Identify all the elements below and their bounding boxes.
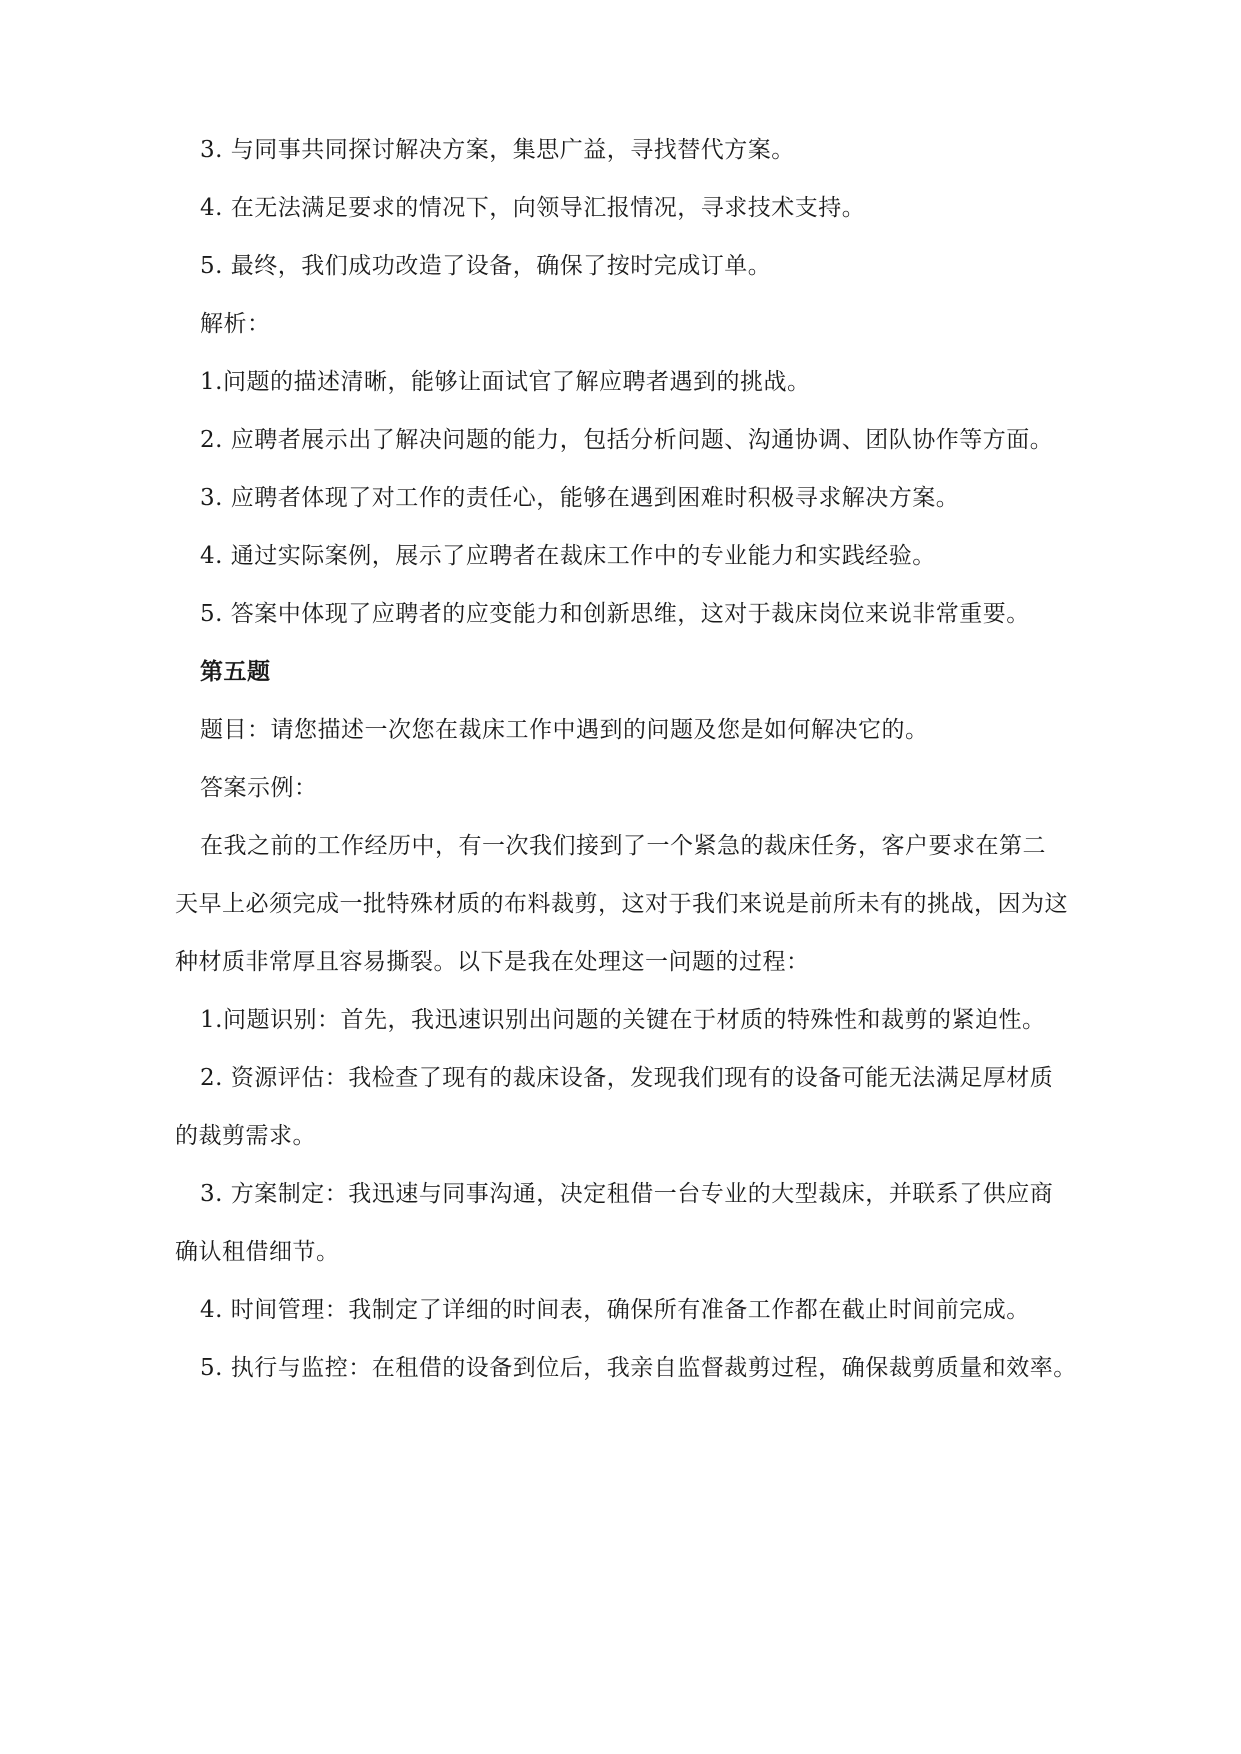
step-line: 1.问题识别：首先，我迅速识别出问题的关键在于材质的特殊性和裁剪的紧迫性。 bbox=[200, 1007, 1046, 1033]
step-line: 的裁剪需求。 bbox=[175, 1123, 316, 1149]
step-line: 2. 资源评估：我检查了现有的裁床设备，发现我们现有的设备可能无法满足厚材质 bbox=[200, 1065, 1054, 1091]
analysis-item: 5. 答案中体现了应聘者的应变能力和创新思维，这对于裁床岗位来说非常重要。 bbox=[200, 601, 1030, 627]
question-text: 题目：请您描述一次您在裁床工作中遇到的问题及您是如何解决它的。 bbox=[200, 717, 929, 743]
list-item: 5. 最终，我们成功改造了设备，确保了按时完成订单。 bbox=[200, 253, 772, 279]
paragraph-line: 在我之前的工作经历中，有一次我们接到了一个紧急的裁床任务，客户要求在第二 bbox=[200, 833, 1046, 859]
section-heading: 第五题 bbox=[200, 659, 271, 685]
paragraph-line: 种材质非常厚且容易撕裂。以下是我在处理这一问题的过程： bbox=[175, 949, 810, 975]
analysis-label: 解析： bbox=[200, 311, 271, 337]
answer-label: 答案示例： bbox=[200, 775, 318, 801]
step-line: 确认租借细节。 bbox=[175, 1239, 340, 1265]
list-item: 4. 在无法满足要求的情况下，向领导汇报情况，寻求技术支持。 bbox=[200, 195, 866, 221]
list-item: 3. 与同事共同探讨解决方案，集思广益，寻找替代方案。 bbox=[200, 137, 795, 163]
analysis-item: 2. 应聘者展示出了解决问题的能力，包括分析问题、沟通协调、团队协作等方面。 bbox=[200, 427, 1054, 453]
step-line: 3. 方案制定：我迅速与同事沟通，决定租借一台专业的大型裁床，并联系了供应商 bbox=[200, 1181, 1054, 1207]
analysis-item: 3. 应聘者体现了对工作的责任心，能够在遇到困难时积极寻求解决方案。 bbox=[200, 485, 960, 511]
step-line: 4. 时间管理：我制定了详细的时间表，确保所有准备工作都在截止时间前完成。 bbox=[200, 1297, 1030, 1323]
paragraph-line: 天早上必须完成一批特殊材质的布料裁剪，这对于我们来说是前所未有的挑战，因为这 bbox=[175, 891, 1068, 917]
analysis-item: 4. 通过实际案例，展示了应聘者在裁床工作中的专业能力和实践经验。 bbox=[200, 543, 936, 569]
analysis-item: 1.问题的描述清晰，能够让面试官了解应聘者遇到的挑战。 bbox=[200, 369, 811, 395]
step-line: 5. 执行与监控：在租借的设备到位后，我亲自监督裁剪过程，确保裁剪质量和效率。 bbox=[200, 1355, 1077, 1381]
